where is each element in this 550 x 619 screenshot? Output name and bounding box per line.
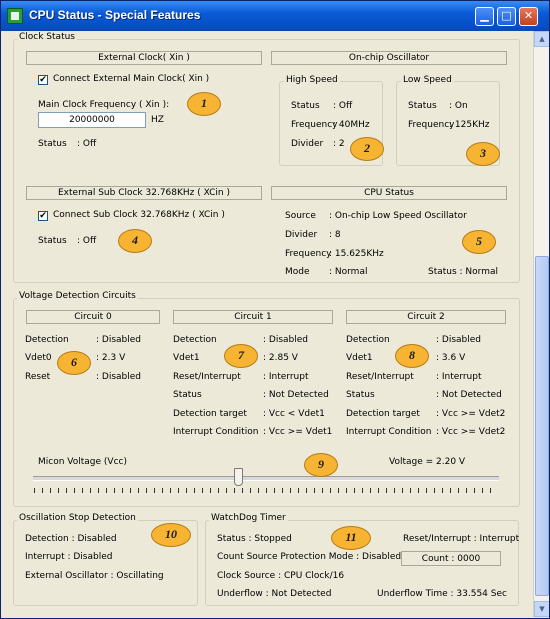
sub-clock-status-value: : Off — [77, 236, 97, 246]
low-speed-legend: Low Speed — [403, 75, 452, 85]
callout-badge-3: 3 — [466, 142, 500, 166]
close-button[interactable] — [519, 7, 538, 26]
main-clock-frequency-input[interactable]: 20000000 — [38, 112, 146, 128]
watchdog-count-box: Count : 0000 — [401, 551, 501, 566]
low-speed-frequency-label: Frequency — [408, 120, 455, 130]
circuit-2-header: Circuit 2 — [346, 310, 506, 324]
sub-clock-status-label: Status — [38, 236, 67, 246]
clock-status-legend: Clock Status — [19, 32, 75, 42]
voltage-detection-legend: Voltage Detection Circuits — [19, 291, 136, 301]
c1-detection-value: : Disabled — [263, 335, 308, 345]
osc-interrupt-text: Interrupt : Disabled — [25, 552, 113, 562]
c2-detection-target-value: : Vcc >= Vdet2 — [436, 409, 506, 419]
callout-badge-8: 8 — [395, 344, 429, 368]
high-speed-divider-label: Divider — [291, 139, 324, 149]
c0-detection-value: : Disabled — [96, 335, 141, 345]
chevron-down-icon: ▼ — [539, 605, 545, 613]
ext-clock-status-label: Status — [38, 139, 67, 149]
c1-status-value: : Not Detected — [263, 390, 329, 400]
callout-badge-6: 6 — [57, 351, 91, 375]
c1-interrupt-condition-value: : Vcc >= Vdet1 — [263, 427, 333, 437]
vcc-slider-thumb[interactable] — [234, 468, 243, 486]
osc-external-oscillator-text: External Oscillator : Oscillating — [25, 571, 164, 581]
c2-vdet-value: : 3.6 V — [436, 353, 466, 363]
minimize-icon: ▁ — [480, 9, 489, 22]
low-speed-frequency-value: : 125KHz — [449, 120, 490, 130]
high-speed-status-value: : Off — [333, 101, 353, 111]
callout-badge-7: 7 — [224, 344, 258, 368]
cpu-status-text: Status : Normal — [428, 267, 498, 277]
connect-sub-clock-label: Connect Sub Clock 32.768KHz ( XCin ) — [53, 210, 225, 220]
external-clock-header: External Clock( Xin ) — [26, 51, 262, 65]
watchdog-underflow-text: Underflow : Not Detected — [217, 589, 332, 599]
high-speed-frequency-label: Frequency — [291, 120, 338, 130]
checkmark-icon: ✔ — [39, 211, 47, 221]
vcc-slider-ticks — [34, 488, 498, 493]
app-icon — [7, 8, 23, 24]
callout-badge-1: 1 — [187, 92, 221, 116]
watchdog-timer-legend: WatchDog Timer — [211, 513, 286, 523]
high-speed-status-label: Status — [291, 101, 320, 111]
c2-status-value: : Not Detected — [436, 390, 502, 400]
callout-badge-11: 11 — [331, 526, 371, 550]
c2-detection-value: : Disabled — [436, 335, 481, 345]
c0-vdet0-value: : 2.3 V — [96, 353, 126, 363]
micon-voltage-label: Micon Voltage (Vcc) — [38, 457, 127, 467]
cpu-source-label: Source — [285, 211, 316, 221]
scroll-thumb[interactable] — [535, 256, 549, 596]
window-title: CPU Status - Special Features — [29, 8, 201, 22]
frequency-unit-label: HZ — [151, 115, 164, 125]
c0-detection-label: Detection — [25, 335, 69, 345]
c0-reset-label: Reset — [25, 372, 51, 382]
watchdog-status-text: Status : Stopped — [217, 534, 292, 544]
callout-badge-5: 5 — [462, 230, 496, 254]
c1-detection-label: Detection — [173, 335, 217, 345]
c0-reset-value: : Disabled — [96, 372, 141, 382]
c2-reset-interrupt-label: Reset/Interrupt — [346, 372, 414, 382]
connect-main-clock-label: Connect External Main Clock( Xin ) — [53, 74, 210, 84]
high-speed-divider-value: : 2 — [333, 139, 345, 149]
scroll-down-button[interactable] — [534, 601, 550, 617]
title-bar[interactable] — [1, 1, 549, 31]
low-speed-status-value: : On — [449, 101, 468, 111]
connect-main-clock-checkbox[interactable] — [38, 75, 48, 85]
callout-badge-2: 2 — [350, 137, 384, 161]
cpu-frequency-label: Frequency — [285, 249, 332, 259]
cpu-frequency-value: : 15.625KHz — [329, 249, 384, 259]
maximize-button[interactable] — [497, 7, 516, 26]
callout-badge-9: 9 — [304, 453, 338, 477]
c0-vdet0-label: Vdet0 — [25, 353, 52, 363]
watchdog-count-source-text: Count Source Protection Mode : Disabled — [217, 552, 402, 562]
cpu-mode-label: Mode — [285, 267, 310, 277]
osc-detection-text: Detection : Disabled — [25, 534, 117, 544]
c1-vdet1-label: Vdet1 — [173, 353, 200, 363]
cpu-divider-value: : 8 — [329, 230, 341, 240]
c2-interrupt-condition-label: Interrupt Condition — [346, 427, 432, 437]
c2-reset-interrupt-value: : Interrupt — [436, 372, 482, 382]
cpu-divider-label: Divider — [285, 230, 318, 240]
ext-clock-status-value: : Off — [77, 139, 97, 149]
c1-detection-target-value: : Vcc < Vdet1 — [263, 409, 325, 419]
vertical-scrollbar[interactable] — [533, 31, 550, 617]
callout-badge-4: 4 — [118, 229, 152, 253]
c1-interrupt-condition-label: Interrupt Condition — [173, 427, 259, 437]
circuit-1-header: Circuit 1 — [173, 310, 333, 324]
oscillation-stop-legend: Oscillation Stop Detection — [19, 513, 136, 523]
cpu-mode-value: : Normal — [329, 267, 368, 277]
chevron-up-icon: ▲ — [539, 35, 545, 43]
checkmark-icon: ✔ — [39, 75, 47, 85]
high-speed-frequency-value: : 40MHz — [333, 120, 370, 130]
c2-vdet-label: Vdet1 — [346, 353, 373, 363]
high-speed-legend: High Speed — [286, 75, 338, 85]
connect-sub-clock-checkbox[interactable] — [38, 211, 48, 221]
cpu-source-value: : On-chip Low Speed Oscillator — [329, 211, 467, 221]
external-sub-clock-header: External Sub Clock 32.768KHz ( XCin ) — [26, 186, 262, 200]
cpu-status-header: CPU Status — [271, 186, 507, 200]
c1-detection-target-label: Detection target — [173, 409, 247, 419]
close-icon: ✕ — [523, 9, 534, 22]
main-clock-frequency-label: Main Clock Frequency ( Xin ): — [38, 100, 170, 110]
minimize-button[interactable] — [475, 7, 494, 26]
watchdog-reset-interrupt-text: Reset/Interrupt : Interrupt — [403, 534, 520, 544]
c2-detection-target-label: Detection target — [346, 409, 420, 419]
watchdog-clock-source-text: Clock Source : CPU Clock/16 — [217, 571, 345, 581]
c2-interrupt-condition-value: : Vcc >= Vdet2 — [436, 427, 506, 437]
c1-reset-interrupt-label: Reset/Interrupt — [173, 372, 241, 382]
onchip-oscillator-header: On-chip Oscillator — [271, 51, 507, 65]
vcc-slider-track[interactable] — [33, 476, 499, 481]
circuit-0-header: Circuit 0 — [26, 310, 160, 324]
maximize-icon: □ — [501, 9, 512, 22]
callout-badge-10: 10 — [151, 523, 191, 547]
c1-status-label: Status — [173, 390, 202, 400]
scroll-up-button[interactable] — [534, 31, 550, 47]
c1-reset-interrupt-value: : Interrupt — [263, 372, 309, 382]
c1-vdet1-value: : 2.85 V — [263, 353, 298, 363]
low-speed-status-label: Status — [408, 101, 437, 111]
c2-status-label: Status — [346, 390, 375, 400]
voltage-readout: Voltage = 2.20 V — [389, 457, 466, 467]
watchdog-underflow-time-text: Underflow Time : 33.554 Sec — [377, 589, 507, 599]
c2-detection-label: Detection — [346, 335, 390, 345]
